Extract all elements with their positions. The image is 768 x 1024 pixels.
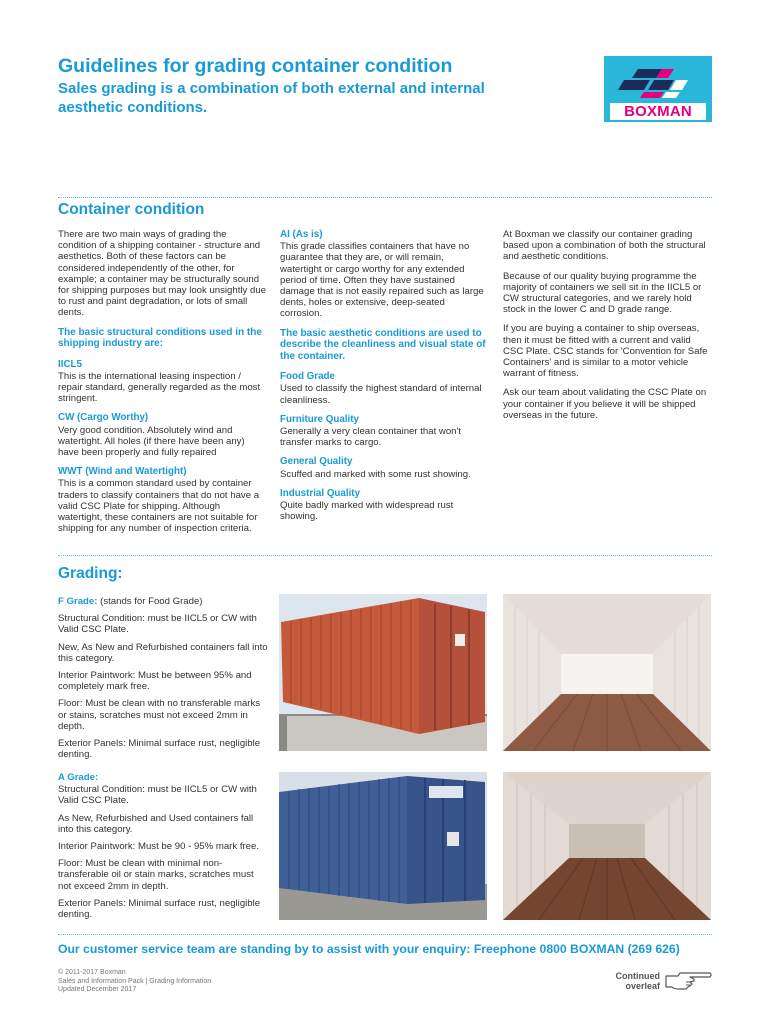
info-paragraph: Ask our team about validating the CSC Plate on your container if you believe it will be shipped overseas in the future. <box>503 387 707 421</box>
info-paragraph: Because of our quality buying programme the majority of containers we sell sit in the IICL5 or CW structural categories, and we rarely hold stock in the lower C and D grade range. <box>503 270 702 316</box>
a-grade-line: As New, Refurbished and Used containers fall into this category. <box>58 812 254 835</box>
f-grade-line: Exterior Panels: Minimal surface rust, negligible denting. <box>58 738 261 761</box>
section-divider <box>58 934 712 935</box>
f-grade-block <box>58 596 268 766</box>
aesthetic-lead: The basic aesthetic conditions are used to describe the cleanliness and visual state of the container. <box>280 327 486 362</box>
f-grade-exterior-photo <box>279 594 487 751</box>
a-grade-interior-photo <box>503 772 711 920</box>
f-grade-line: Floor: Must be clean with no transferable marks or stains, scratches must not exceed 2mm in depth. <box>58 698 261 732</box>
f-grade-line: Structural Condition: must be IICL5 or CW with Valid CSC Plate. <box>58 613 257 636</box>
pack-text: Sales and Information Pack | Grading Information <box>58 977 212 985</box>
page-subtitle: Sales grading is a combination of both external and internal aesthetic conditions. <box>58 80 485 116</box>
page-title: Guidelines for grading container condition <box>58 55 453 77</box>
column-aesthetic <box>280 229 486 530</box>
copyright-text: © 2011-2017 Boxman <box>58 969 126 976</box>
logo-mark-icon <box>604 56 712 106</box>
f-grade-line: New, As New and Refurbished containers fall into this category. <box>58 641 268 664</box>
a-grade-block <box>58 772 268 926</box>
f-grade-note: (stands for Food Grade) <box>97 596 203 607</box>
footer-meta <box>58 969 211 995</box>
aesthetic-title-industrial: Industrial Quality <box>280 487 361 499</box>
section-divider <box>58 197 712 198</box>
aesthetic-text-general: Scuffed and marked with some rust showing. <box>280 468 471 480</box>
a-grade-line: Interior Paintwork: Must be 90 - 95% mark free. <box>58 841 260 853</box>
grading-heading: Grading: <box>58 565 123 582</box>
f-grade-title: F Grade: <box>58 596 98 607</box>
ai-title: AI (As is) <box>280 229 323 240</box>
section-divider <box>58 555 712 556</box>
column-structural <box>58 229 266 542</box>
structural-text-iicl5: This is the international leasing inspection / repair standard, generally regarded as the most stringent. <box>58 370 261 405</box>
logo-text: BOXMAN <box>610 103 706 120</box>
updated-text: Updated December 2017 <box>58 986 137 994</box>
aesthetic-title-food: Food Grade <box>280 371 335 383</box>
structural-lead: The basic structural conditions used in the shipping industry are: <box>58 326 262 350</box>
ai-text: This grade classifies containers that have no guarantee that they are, or will remain, watertight or cargo worthy for any extended period of time. Often they have sustained damage that is not easily repaired such as large dents, holes or extensive, deep-seated corrosion. <box>280 241 484 320</box>
structural-title-cw: CW (Cargo Worthy) <box>58 412 149 424</box>
container-condition-heading: Container condition <box>58 201 205 218</box>
structural-text-cw: Very good condition. Absolutely wind and watertight. All holes (if there have been any) have been properly and fully repaired <box>58 424 245 459</box>
column-boxman-info <box>503 229 713 429</box>
info-paragraph: At Boxman we classify our container grading based upon a combination of both the structural and aesthetic conditions. <box>503 229 706 263</box>
f-grade-line: Interior Paintwork: Must be between 95% and completely mark free. <box>58 670 252 693</box>
a-grade-line: Structural Condition: must be IICL5 or CW with Valid CSC Plate. <box>58 784 257 807</box>
freephone-cta: Our customer service team are standing by to assist with your enquiry: Freephone 0800 BOXMAN (269 626) <box>58 942 680 956</box>
aesthetic-text-furniture: Generally a very clean container that won't transfer marks to cargo. <box>280 425 462 449</box>
f-grade-interior-photo <box>503 594 711 751</box>
a-grade-title: A Grade: <box>58 772 99 783</box>
intro-paragraph: There are two main ways of grading the condition of a shipping container - structure and aesthetics. Both of these factors can be considered independently of the other, for example; a container may be structurally sound for shipping purposes but may look unsightly due to rust and paint degradation, or lots of small dents. <box>58 229 266 319</box>
pointing-hand-icon <box>664 969 712 996</box>
boxman-logo <box>604 56 712 122</box>
aesthetic-text-food: Used to classify the highest standard of internal cleanliness. <box>280 383 482 406</box>
a-grade-line: Exterior Panels: Minimal surface rust, negligible denting. <box>58 897 261 921</box>
structural-title-wwt: WWT (Wind and Watertight) <box>58 466 187 478</box>
structural-text-wwt: This is a common standard used by container traders to classify containers that do not have a valid CSC Plate for shipping. Although watertight, these containers are not suitable for shipping for any number of inspection criteria. <box>58 478 260 535</box>
a-grade-exterior-photo <box>279 772 487 920</box>
info-paragraph: If you are buying a container to ship overseas, then it must be fitted with a current and valid CSC Plate. CSC stands for 'Convention for Safe Containers' and is similar to a motor vehicle warrant of fitness. <box>503 323 708 380</box>
aesthetic-title-general: General Quality <box>280 456 353 468</box>
structural-title-iicl5: IICL5 <box>58 358 82 370</box>
aesthetic-title-furniture: Furniture Quality <box>280 413 359 425</box>
continued-overleaf: Continued overleaf <box>615 971 660 991</box>
a-grade-line: Floor: Must be clean with minimal non-transferable oil or stain marks, scratches must not exceed 2mm in depth. <box>58 858 254 892</box>
aesthetic-text-industrial: Quite badly marked with widespread rust showing. <box>280 499 454 523</box>
